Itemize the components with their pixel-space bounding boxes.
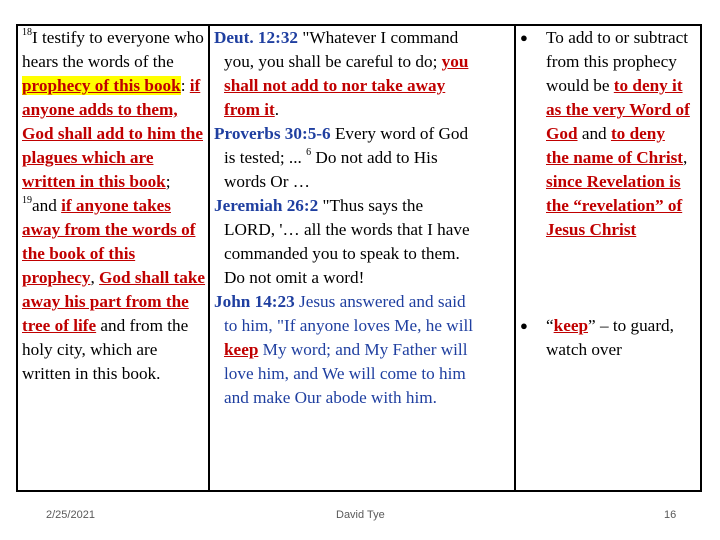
ref-text: Do not add to His	[311, 148, 438, 167]
verse-number: 6	[306, 147, 312, 158]
emphasized-phrase: to deny it as the very Word of God	[546, 76, 690, 143]
ref-text: "Thus says the	[318, 196, 424, 215]
column-divider	[514, 24, 516, 492]
highlighted-phrase: prophecy of this book	[22, 76, 181, 95]
scripture-reference: Jeremiah 26:2	[214, 196, 319, 215]
ref-text: .	[274, 100, 280, 119]
bullet-icon: ●	[520, 318, 528, 333]
commentary-text: To add to or subtract from this prophecy would be	[546, 28, 688, 95]
emphasized-phrase: from it	[224, 100, 275, 119]
emphasized-phrase: God shall take away his part from the tree of life	[22, 268, 206, 335]
ref-text: and make Our abode with him.	[224, 388, 437, 407]
emphasized-word: you	[441, 52, 469, 71]
ref-text: commanded you to speak to them.	[224, 244, 460, 263]
scripture-reference: Deut. 12:32	[214, 28, 299, 47]
cross-references	[214, 26, 512, 410]
passage-text: ;	[165, 172, 171, 191]
passage-text: :	[180, 76, 190, 95]
list-item	[520, 314, 700, 362]
passage-text: I testify to everyone who hears the words of the	[22, 28, 204, 71]
emphasized-phrase: shall not add to nor take away	[224, 76, 446, 95]
emphasized-word: keep	[224, 340, 259, 359]
ref-text: LORD, '… all the words that I have	[224, 220, 470, 239]
footer-author: David Tye	[336, 509, 385, 521]
ref-text: you, you shall be careful to do;	[224, 52, 442, 71]
scripture-reference: John 14:23	[214, 292, 295, 311]
passage-text: .	[156, 364, 161, 383]
ref-text: love him, and We will come to him	[224, 364, 466, 383]
passage-text: and	[32, 196, 62, 215]
commentary-text: and	[577, 124, 611, 143]
footer-date: 2/25/2021	[46, 509, 95, 521]
commentary-text: “	[546, 316, 554, 335]
column-divider	[208, 24, 210, 492]
scripture-reference: Proverbs 30:5-6	[214, 124, 331, 143]
passage-text: ,	[90, 268, 100, 287]
ref-text: "Whatever I command	[298, 28, 459, 47]
ref-text: to him, "If anyone loves Me, he will	[224, 316, 474, 335]
slide-number: 16	[664, 509, 677, 521]
verse-number: 18	[22, 27, 32, 38]
emphasized-phrase: if anyone adds to them, God shall add to him the plagues which are written in this book	[22, 76, 203, 191]
ref-text: words Or …	[224, 172, 310, 191]
ref-text: Jesus answered and said	[299, 292, 466, 311]
revelation-passage	[22, 26, 208, 386]
bullet-icon: ●	[520, 30, 528, 45]
emphasized-phrase: if anyone takes away from the words of the book of this prophecy	[22, 196, 196, 287]
commentary-text: ,	[683, 148, 688, 167]
commentary	[520, 26, 700, 362]
emphasized-word: keep	[553, 316, 589, 335]
emphasized-phrase: since Revelation is the “revelation” of Jesus Christ	[546, 172, 683, 239]
ref-text: is tested; ...	[224, 148, 307, 167]
list-item	[520, 26, 700, 242]
passage-text: and from the holy city, which are written in this book	[22, 316, 189, 383]
ref-text: Do not omit a word!	[224, 268, 365, 287]
emphasized-phrase: to deny the name of Christ	[546, 124, 684, 167]
verse-number: 19	[22, 195, 32, 206]
commentary-text: ” – to guard, watch over	[546, 316, 674, 359]
ref-text: Every word of God	[330, 124, 469, 143]
ref-text: My word; and My Father will	[258, 340, 468, 359]
